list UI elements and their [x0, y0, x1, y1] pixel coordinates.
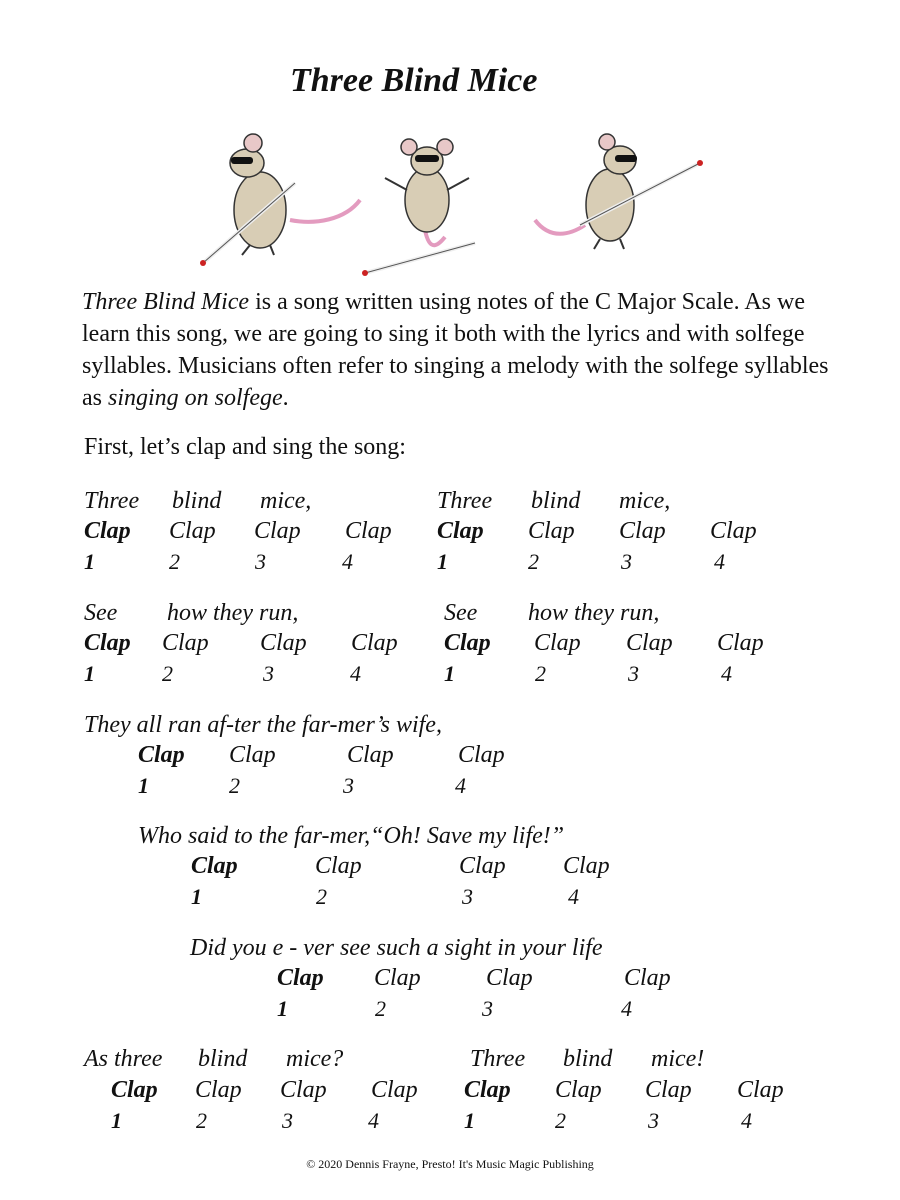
clap-beat: Clap	[347, 742, 394, 768]
intro-text: is a song written using notes of the C Major Scale. As we learn this song, we are going to sing it both with the lyrics and with solfege syllables. Musicians often refer to singing a melody with the solfege syllables as	[82, 289, 829, 411]
page-title: Three Blind Mice	[290, 62, 538, 99]
beat-count: 4	[342, 549, 353, 574]
clap-beat: Clap	[84, 630, 131, 656]
lyric-word: Three	[470, 1046, 526, 1072]
clap-beat: Clap	[626, 630, 673, 656]
clap-beat: Clap	[486, 965, 533, 991]
lyric-word: See	[84, 600, 118, 626]
beat-count: 2	[316, 884, 327, 909]
intro-paragraph	[82, 286, 842, 414]
beat-count: 2	[196, 1108, 207, 1133]
mouse-with-cane-icon	[200, 134, 360, 266]
beat-count: 1	[437, 549, 448, 574]
beat-count: 2	[229, 773, 240, 798]
beat-count: 1	[138, 773, 149, 798]
clap-beat: Clap	[717, 630, 764, 656]
lyric-word: how they run,	[167, 600, 299, 626]
clap-beat: Clap	[444, 630, 491, 656]
lyric-line: Did you e - ver see such a sight in your life	[190, 935, 603, 961]
clap-beat: Clap	[345, 518, 392, 544]
intro-end: .	[282, 385, 289, 411]
beat-count: 1	[464, 1108, 475, 1133]
beat-count: 3	[628, 661, 639, 686]
clap-beat: Clap	[315, 853, 362, 879]
lyric-word: mice!	[651, 1046, 705, 1072]
mouse-dancing-icon	[362, 139, 475, 276]
beat-count: 3	[462, 884, 473, 909]
lyric-word: Three	[437, 488, 493, 514]
lyric-word: blind	[198, 1046, 248, 1072]
clap-beat: Clap	[645, 1077, 692, 1103]
clap-beat: Clap	[374, 965, 421, 991]
beat-count: 3	[648, 1108, 659, 1133]
clap-beat: Clap	[458, 742, 505, 768]
beat-count: 2	[555, 1108, 566, 1133]
clap-beat: Clap	[459, 853, 506, 879]
beat-count: 2	[162, 661, 173, 686]
clap-beat: Clap	[280, 1077, 327, 1103]
beat-count: 2	[528, 549, 539, 574]
clap-beat: Clap	[277, 965, 324, 991]
clap-beat: Clap	[737, 1077, 784, 1103]
lyric-word: mice?	[286, 1046, 344, 1072]
lyric-word: blind	[172, 488, 222, 514]
clap-beat: Clap	[464, 1077, 511, 1103]
beat-count: 4	[714, 549, 725, 574]
clap-beat: Clap	[138, 742, 185, 768]
clap-beat: Clap	[191, 853, 238, 879]
clap-beat: Clap	[195, 1077, 242, 1103]
beat-count: 4	[368, 1108, 379, 1133]
beat-count: 3	[282, 1108, 293, 1133]
beat-count: 3	[621, 549, 632, 574]
beat-count: 4	[621, 996, 632, 1021]
beat-count: 4	[350, 661, 361, 686]
beat-count: 1	[84, 661, 95, 686]
clap-beat: Clap	[528, 518, 575, 544]
beat-count: 2	[169, 549, 180, 574]
lyric-word: how they run,	[528, 600, 660, 626]
beat-count: 2	[535, 661, 546, 686]
copyright-footer: © 2020 Dennis Frayne, Presto! It's Music Magic Publishing	[306, 1157, 594, 1171]
beat-count: 1	[84, 549, 95, 574]
beat-count: 2	[375, 996, 386, 1021]
clap-beat: Clap	[162, 630, 209, 656]
beat-count: 1	[191, 884, 202, 909]
lyric-word: mice,	[260, 488, 312, 514]
lyric-word: blind	[531, 488, 581, 514]
beat-count: 3	[482, 996, 493, 1021]
clap-beat: Clap	[260, 630, 307, 656]
clap-beat: Clap	[254, 518, 301, 544]
lyric-line: They all ran af-ter the far-mer’s wife,	[84, 712, 442, 738]
song-name: Three Blind Mice	[82, 289, 250, 315]
beat-count: 1	[277, 996, 288, 1021]
beat-count: 3	[255, 549, 266, 574]
clap-beat: Clap	[111, 1077, 158, 1103]
lyric-word: mice,	[619, 488, 671, 514]
intro-emphasis: singing on solfege	[108, 385, 283, 411]
beat-count: 3	[263, 661, 274, 686]
beat-count: 3	[343, 773, 354, 798]
lyric-word: As three	[84, 1046, 163, 1072]
three-blind-mice-illustration	[195, 125, 715, 280]
lyric-line: Who said to the far-mer,“Oh! Save my life!”	[138, 823, 565, 849]
beat-count: 1	[111, 1108, 122, 1133]
lyric-word: See	[444, 600, 478, 626]
clap-beat: Clap	[619, 518, 666, 544]
clap-beat: Clap	[710, 518, 757, 544]
lyric-word: blind	[563, 1046, 613, 1072]
mouse-with-cane-icon	[535, 134, 703, 249]
beat-count: 4	[721, 661, 732, 686]
clap-beat: Clap	[437, 518, 484, 544]
clap-beat: Clap	[534, 630, 581, 656]
clap-beat: Clap	[229, 742, 276, 768]
clap-beat: Clap	[371, 1077, 418, 1103]
clap-beat: Clap	[169, 518, 216, 544]
clap-beat: Clap	[351, 630, 398, 656]
beat-count: 4	[455, 773, 466, 798]
clap-beat: Clap	[555, 1077, 602, 1103]
beat-count: 4	[568, 884, 579, 909]
clap-beat: Clap	[84, 518, 131, 544]
clap-beat: Clap	[563, 853, 610, 879]
beat-count: 4	[741, 1108, 752, 1133]
lyric-word: Three	[84, 488, 140, 514]
beat-count: 1	[444, 661, 455, 686]
instruction-line: First, let’s clap and sing the song:	[84, 434, 406, 460]
clap-beat: Clap	[624, 965, 671, 991]
